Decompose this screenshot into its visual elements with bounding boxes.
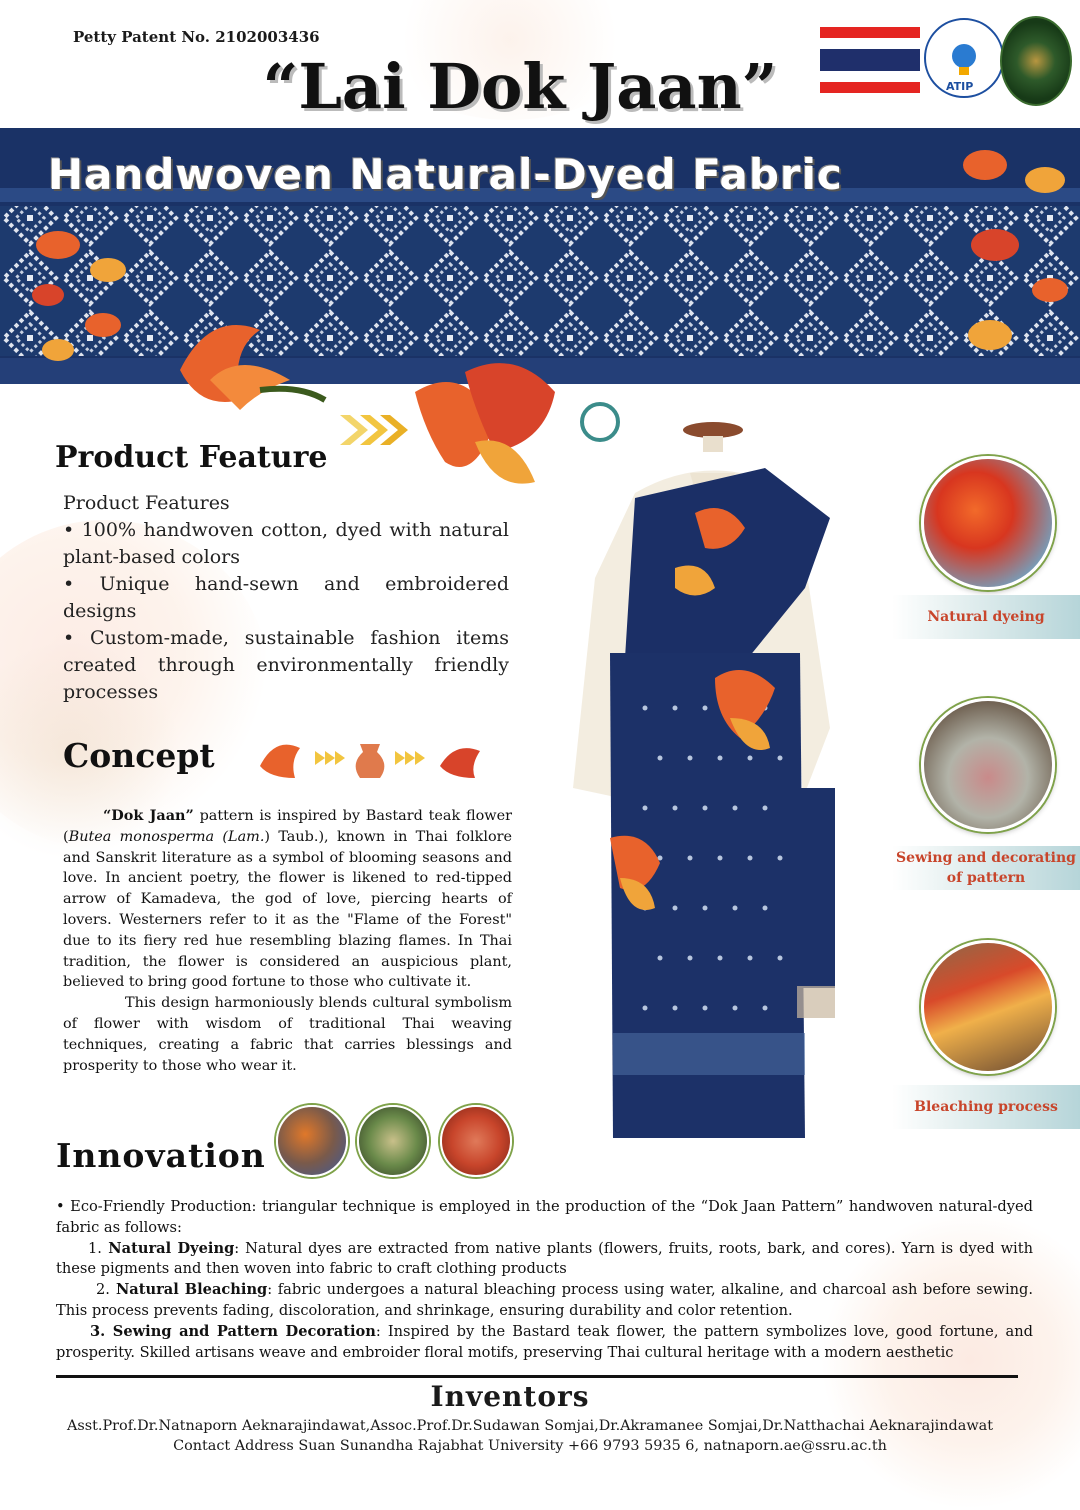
- feature-item-cotton: • 100% handwoven cotton, dyed with natural plant-based colors: [63, 519, 509, 568]
- innovation-flowers-photo: [440, 1105, 512, 1177]
- dress-mannequin-image: [565, 418, 845, 1148]
- natural-dyeing-photo: [921, 456, 1055, 590]
- product-features-list: [63, 490, 509, 706]
- step-text: : Inspired by the Bastard teak flower, the pattern symbolizes love, good fortune, and prosperity. Skilled artisans weave and embroider floral motifs, preserving Thai cultural heritage with a modern aesthetic: [56, 1322, 1033, 1361]
- process-label-sewing-decorating: Sewing and decorating of pattern: [892, 846, 1080, 890]
- flower-icon: [260, 745, 300, 778]
- step-number: 2.: [96, 1281, 110, 1299]
- feature-item-custom: • Custom-made, sustainable fashion items created through environmentally friendly processes: [63, 627, 509, 703]
- innovation-step-1: [56, 1239, 1033, 1281]
- bleaching-process-photo: [921, 940, 1055, 1074]
- concept-latin-name: Butea monosperma (Lam.: [68, 828, 265, 845]
- innovation-materials-photo: [276, 1105, 348, 1177]
- process-label-natural-dyeing: Natural dyeing: [892, 595, 1080, 639]
- concept-process-icons: [255, 736, 490, 780]
- innovation-intro: • Eco-Friendly Production: triangular technique is employed in the production of the “Dok Jaan Pattern” handwoven natural-dyed fabric as follows:: [56, 1198, 1033, 1236]
- concept-text: [63, 806, 512, 1076]
- vase-icon: [356, 744, 385, 778]
- thai-flag-icon: [820, 27, 920, 93]
- inventors-heading: Inventors: [430, 1380, 590, 1413]
- features-subheading: Product Features: [63, 492, 230, 514]
- step-title: Sewing and Pattern Decoration: [105, 1322, 376, 1340]
- atip-label: ATIP: [946, 80, 974, 93]
- atip-logo-icon: [924, 18, 1004, 98]
- flower-motif-icon: [18, 215, 138, 375]
- page-title: “Lai Dok Jaan”: [262, 50, 778, 123]
- innovation-text: [56, 1197, 1033, 1363]
- product-feature-heading: Product Feature: [55, 440, 328, 475]
- innovation-step-2: [56, 1280, 1033, 1322]
- concept-text-b: ) Taub.), known in Thai folklore and Sanskrit literature as a symbol of blooming seasons and love. In ancient poetry, the flower is likened to red-tipped arrow of Kamadeva, the god of love, piercing hearts of lovers. Westerners refer to it as the "Flame of the Forest" due to its fiery red hue resembling blazing flames. In Thai tradition, the flower is considered an auspicious plant, believed to bring good fortune to those who cultivate it.: [63, 828, 512, 991]
- section-divider: [56, 1375, 1018, 1378]
- innovation-step-3: [56, 1322, 1033, 1364]
- university-seal-icon: [1000, 16, 1072, 106]
- patent-number: Petty Patent No. 2102003436: [73, 28, 320, 46]
- arrow-chevrons-icon: [340, 410, 410, 450]
- inventors-names: Asst.Prof.Dr.Natnaporn Aeknarajindawat,Assoc.Prof.Dr.Sudawan Somjai,Dr.Akramanee Somjai,Dr.Natthachai Aeknarajindawat: [66, 1418, 994, 1434]
- sewing-decorating-photo: [921, 698, 1055, 832]
- motif-icon: [440, 748, 480, 778]
- chevron-icon: [395, 751, 425, 765]
- flower-motif-right-icon: [945, 140, 1075, 370]
- concept-heading: Concept: [63, 736, 215, 775]
- chevron-icon: [315, 751, 345, 765]
- bastard-teak-flower-icon: [150, 310, 330, 420]
- concept-text-a: pattern is inspired by Bastard teak flower (: [63, 808, 512, 845]
- step-number: 3.: [90, 1322, 106, 1340]
- step-title: Natural Bleaching: [109, 1281, 268, 1299]
- concept-quote: “Dok Jaan”: [103, 807, 194, 824]
- step-number: 1.: [88, 1239, 102, 1257]
- concept-paragraph-2: This design harmoniously blends cultural symbolism of flower with wisdom of traditional Thai weaving techniques, creating a fabric that carries blessings and prosperity to those who wear it.: [63, 995, 512, 1074]
- contact-address: Contact Address Suan Sunandha Rajabhat University +66 9793 5935 6, natnaporn.ae@ssru.ac.th: [173, 1438, 887, 1454]
- feature-item-embroidered: • Unique hand-sewn and embroidered designs: [63, 573, 509, 622]
- innovation-heading: Innovation: [56, 1136, 266, 1175]
- process-label-bleaching: Bleaching process: [892, 1085, 1080, 1129]
- step-title: Natural Dyeing: [101, 1239, 235, 1257]
- innovation-plants-photo: [357, 1105, 429, 1177]
- step-text: : Natural dyes are extracted from native plants (flowers, fruits, roots, bark, and cores). Yarn is dyed with these pigments and then woven into fabric to craft clothing products: [56, 1239, 1033, 1278]
- step-text: : fabric undergoes a natural bleaching process using water, alkaline, and charcoal ash before sewing. This process prevents fading, discoloration, and shrinkage, ensuring durability and color retention.: [56, 1281, 1033, 1319]
- banner-title: Handwoven Natural-Dyed Fabric: [48, 150, 843, 199]
